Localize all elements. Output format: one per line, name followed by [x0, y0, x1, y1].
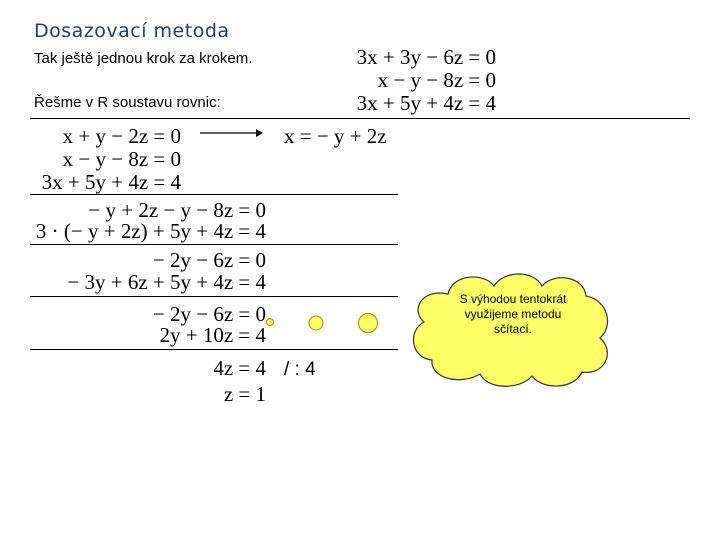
system-eq-3: 3x + 5y + 4z = 4: [356, 91, 496, 115]
substituted-eq-1: − y + 2z − y − 8z = 0: [88, 198, 266, 222]
expanded-eq-1: − 2y − 6z = 0: [152, 248, 266, 272]
arrow-icon: [198, 127, 264, 139]
subtitle: Tak ještě jednou krok za krokem.: [34, 50, 253, 67]
task-prompt: Řešme v R soustavu rovnic:: [34, 94, 221, 111]
divider-1: [30, 194, 398, 195]
simplified-eq-1: − 2y − 6z = 0: [152, 302, 266, 326]
reordered-eq-1: x + y − 2z = 0: [62, 124, 181, 148]
system-eq-1: 3x + 3y − 6z = 0: [356, 45, 496, 69]
page-title: Dosazovací metoda: [34, 20, 230, 42]
thought-bubbles-icon: [262, 310, 382, 336]
result-eq-2: z = 1: [223, 382, 266, 406]
reordered-eq-2: x − y − 8z = 0: [62, 147, 181, 171]
system-eq-2: x − y − 8z = 0: [377, 68, 496, 92]
expanded-eq-2: − 3y + 6z + 5y + 4z = 4: [67, 270, 266, 294]
header-divider: [30, 118, 690, 119]
divider-3: [30, 296, 398, 297]
substituted-eq-2: 3 · (− y + 2z) + 5y + 4z = 4: [35, 219, 266, 243]
callout-text: S výhodou tentokrát využijeme metodu sčítací.: [459, 292, 567, 336]
isolated-x: x = − y + 2z: [284, 124, 387, 148]
divide-note: / : 4: [284, 359, 316, 380]
reordered-eq-3: 3x + 5y + 4z = 4: [41, 170, 181, 194]
divider-2: [30, 244, 398, 245]
divider-4: [30, 349, 398, 350]
simplified-eq-2: 2y + 10z = 4: [159, 323, 266, 347]
result-eq-1: 4z = 4: [213, 356, 266, 380]
